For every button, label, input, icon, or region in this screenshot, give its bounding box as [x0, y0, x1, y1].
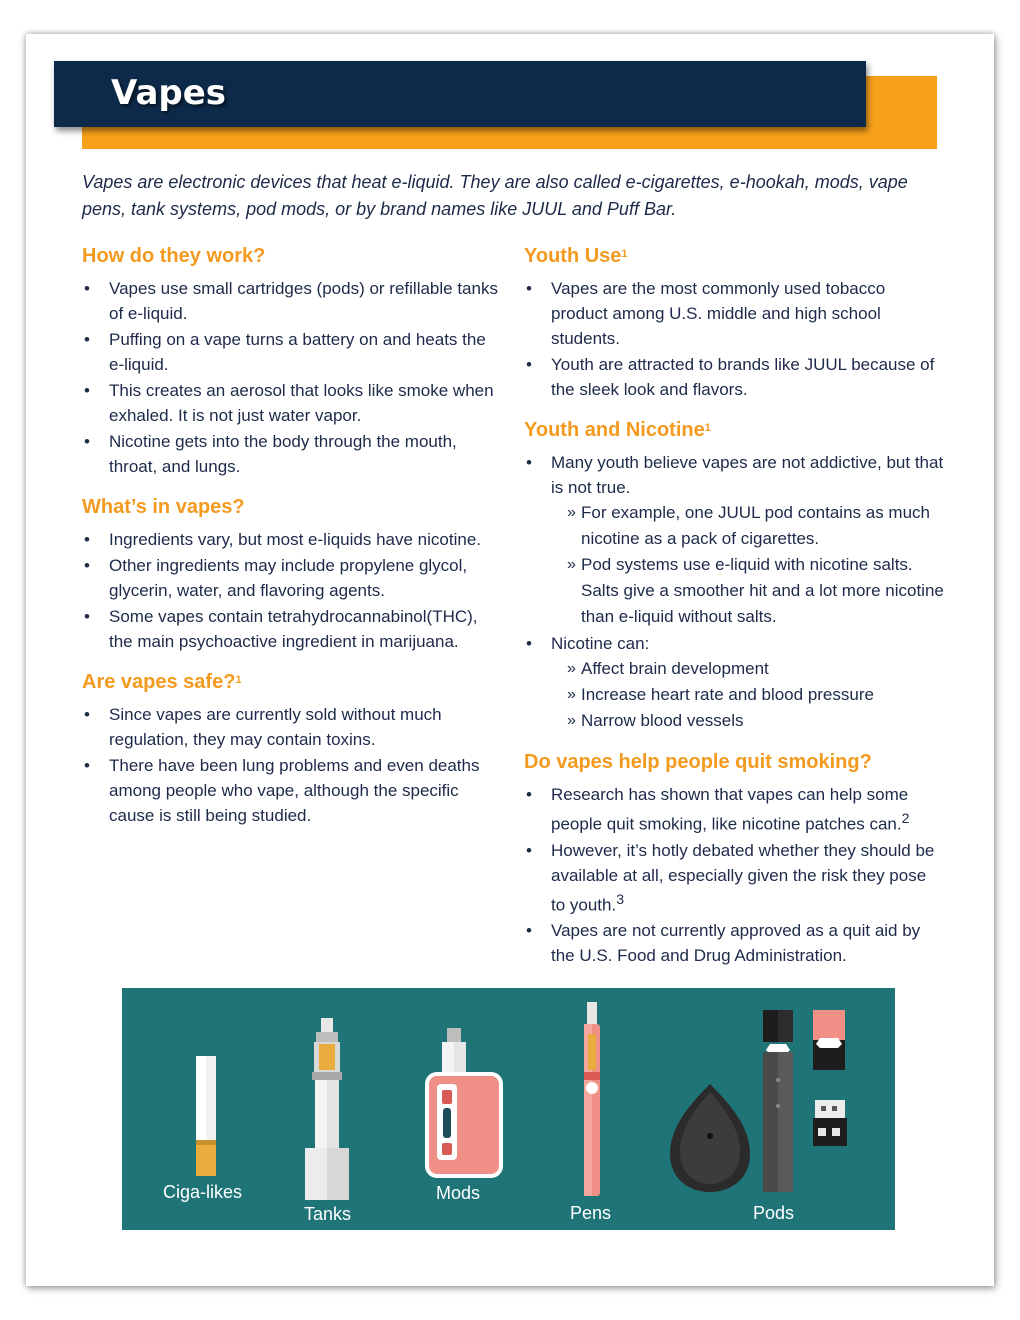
- section-heading: How do they work?: [82, 245, 266, 267]
- footnote-ref: 1: [704, 422, 711, 434]
- list-item: • Puffing on a vape turns a battery on and heats the e-liquid.: [82, 327, 502, 377]
- label-mods: Mods: [436, 1183, 481, 1203]
- bullet-list: [524, 276, 944, 402]
- list-item: • Vapes use small cartridges (pods) or refillable tanks of e-liquid.: [82, 276, 502, 326]
- heading-text: Youth and Nicotine: [524, 419, 705, 441]
- list-item: • Vapes are the most commonly used tobacco product among U.S. middle and high school students.: [524, 276, 944, 351]
- list-item: • Ingredients vary, but most e-liquids have nicotine.: [82, 527, 502, 552]
- section-youth-and-nicotine: [524, 416, 944, 734]
- list-item-text: Nicotine can:: [551, 634, 650, 653]
- footnote-ref: 1: [621, 248, 628, 260]
- section-heading: [82, 668, 502, 696]
- sub-list-item: » Increase heart rate and blood pressure: [551, 682, 944, 708]
- heading-text: Youth Use: [524, 245, 622, 267]
- sub-list-item: » Affect brain development: [551, 656, 944, 682]
- right-column: [524, 242, 944, 982]
- bullet-list: [524, 782, 944, 968]
- list-item-text: Research has shown that vapes can help some people quit smoking, like nicotine patches can.: [551, 785, 909, 834]
- list-item-text: However, it’s hotly debated whether they should be available at all, especially given the risk they pose to youth.: [551, 840, 935, 915]
- tank-icon: [305, 1018, 349, 1200]
- list-item: • Since vapes are currently sold without much regulation, they may contain toxins.: [82, 702, 502, 752]
- pen-icon: [584, 1002, 600, 1196]
- list-item-text: Many youth believe vapes are not addictive, but that is not true.: [551, 453, 944, 497]
- cigalike-icon: [196, 1056, 216, 1176]
- section-heading: What’s in vapes?: [82, 496, 245, 518]
- footnote-ref: 1: [235, 674, 242, 686]
- section-quit-smoking: [524, 748, 944, 968]
- page-title: Vapes: [111, 73, 227, 113]
- sub-list-item: » Pod systems use e-liquid with nicotine salts. Salts give a smoother hit and a lot more nicotine than e-liquid without salts.: [551, 552, 944, 630]
- section-heading: [524, 416, 944, 444]
- page: [26, 34, 994, 1286]
- pod-stick-icon: [763, 1010, 793, 1192]
- heading-text: Are vapes safe?: [82, 671, 236, 693]
- sub-list: [551, 656, 944, 734]
- list-item: • Vapes are not currently approved as a quit aid by the U.S. Food and Drug Administration.: [524, 918, 944, 968]
- left-column: [82, 242, 502, 842]
- label-cigalikes: Ciga-likes: [163, 1182, 243, 1202]
- bullet-list: [82, 276, 502, 479]
- mod-icon: [427, 1028, 501, 1176]
- list-item: • Youth are attracted to brands like JUUL because of the sleek look and flavors.: [524, 352, 944, 402]
- bullet-list: [524, 450, 944, 734]
- list-item: [524, 631, 944, 734]
- sub-list: [551, 500, 944, 630]
- list-item: • Some vapes contain tetrahydrocannabinol(THC), the main psychoactive ingredient in marijuana.: [82, 604, 502, 654]
- list-item: • Other ingredients may include propylene glycol, glycerin, water, and flavoring agents.: [82, 553, 502, 603]
- list-item: [524, 838, 944, 918]
- section-whats-in-vapes: [82, 493, 502, 654]
- pod-cartridge-icon: [813, 1010, 845, 1070]
- section-how-they-work: [82, 242, 502, 479]
- list-item: • Nicotine gets into the body through the mouth, throat, and lungs.: [82, 429, 502, 479]
- label-pods: Pods: [753, 1203, 795, 1223]
- section-heading: Do vapes help people quit smoking?: [524, 751, 872, 773]
- list-item: • This creates an aerosol that looks like smoke when exhaled. It is not just water vapor.: [82, 378, 502, 428]
- section-heading: [524, 242, 944, 270]
- section-are-vapes-safe: [82, 668, 502, 828]
- pod-device-icon: [670, 1084, 750, 1192]
- label-tanks: Tanks: [304, 1204, 352, 1224]
- title-banner: [54, 61, 866, 127]
- footnote-ref: 2: [901, 811, 910, 827]
- list-item: • There have been lung problems and even deaths among people who vape, although the specific cause is still being studied.: [82, 753, 502, 828]
- footnote-ref: 3: [616, 891, 625, 908]
- list-item: [524, 782, 944, 837]
- sub-list-item: » Narrow blood vessels: [551, 708, 944, 734]
- bullet-list: [82, 527, 502, 654]
- bullet-list: [82, 702, 502, 828]
- sub-list-item: » For example, one JUUL pod contains as much nicotine as a pack of cigarettes.: [551, 500, 944, 552]
- list-item: [524, 450, 944, 630]
- section-youth-use: [524, 242, 944, 402]
- device-illustration-panel: [122, 988, 895, 1230]
- intro-text: Vapes are electronic devices that heat e-liquid. They are also called e-cigarettes, e-hookah, mods, vape pens, tank systems, pod mods, or by brand names like JUUL and Puff Bar.: [82, 172, 908, 219]
- usb-charger-icon: [813, 1100, 847, 1146]
- label-pens: Pens: [570, 1203, 612, 1223]
